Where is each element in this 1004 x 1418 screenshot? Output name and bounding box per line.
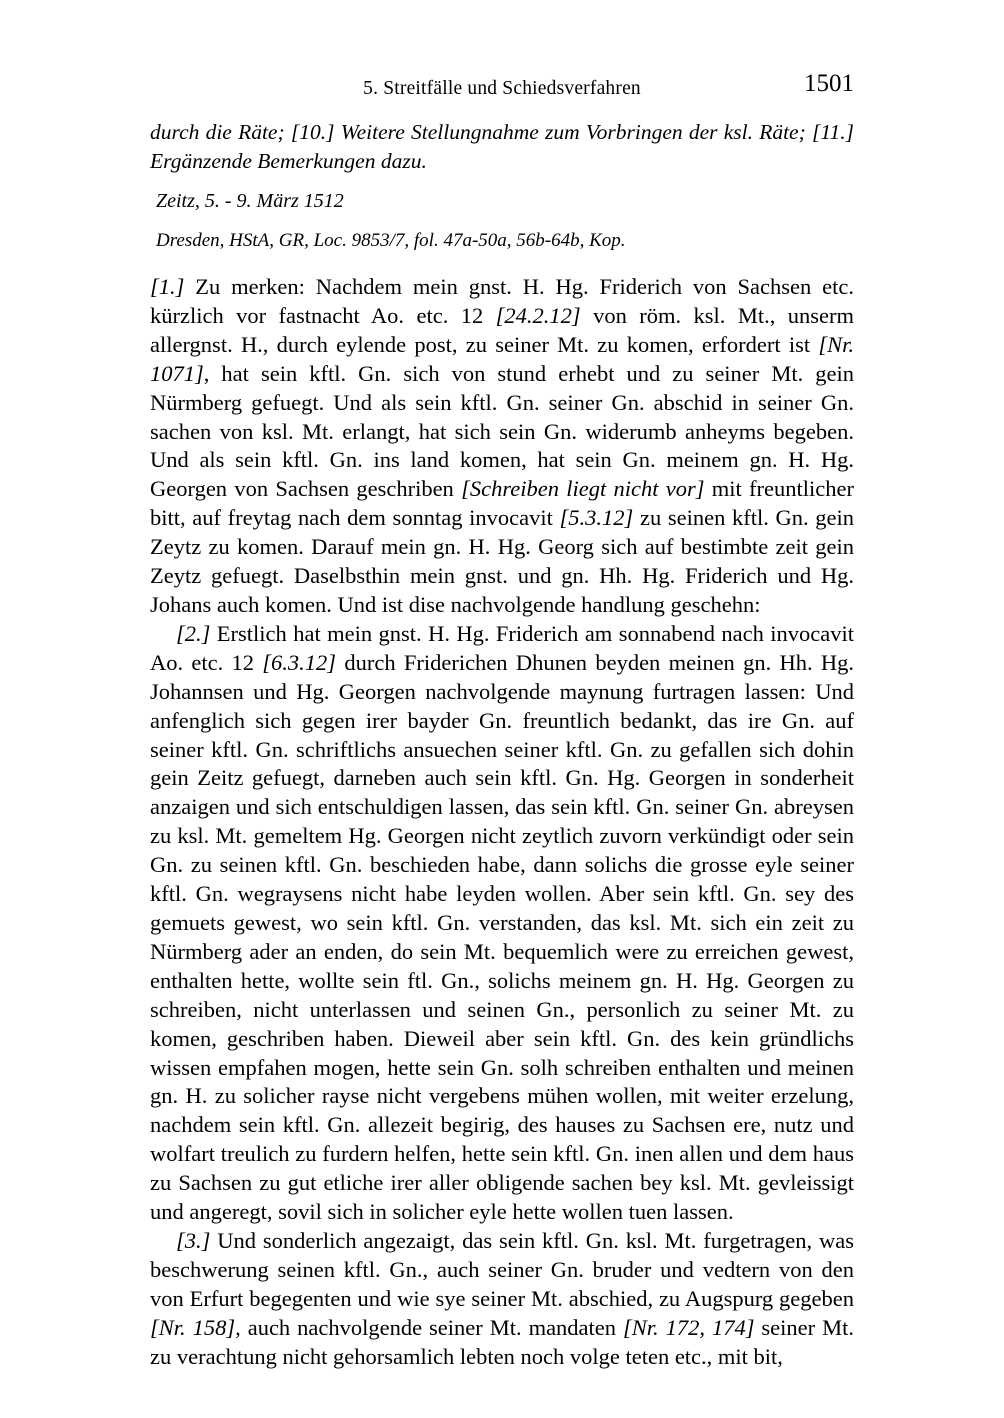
text-run: seiner Mt. zu verachtung nicht gehorsamlich lebten noch volge teten etc., mit bit,: [150, 1314, 854, 1369]
editorial-note: [5.3.12]: [559, 505, 634, 531]
running-title: 5. Streitfälle und Schiedsverfahren: [363, 78, 641, 99]
text-run: durch Friderichen Dhunen beyden meinen gn. Hh. Hg. Johannsen und Hg. Georgen nachvolgende maynung furtragen lassen: Und anfenglich sich gegen irer bayder Gn. freuntlich bedankt, das ire Gn. auf seiner kftl. Gn. schriftlichs ansuechen seiner kftl. Gn. zu gefallen sich dohin gein Zeitz gefuegt, darneben auch sein kftl. Gn. Hg. Georgen in sonderheit anzaigen und sich entschuldigen lassen, das sein kftl. Gn. seiner Gn. abreysen zu ksl. Mt. gemeltem Hg. Georgen nicht zeytlich zuvorn verkündigt oder sein Gn. zu seinen kftl. Gn. beschieden habe, dann solichs die grosse eyle seiner kftl. Gn. wegraysens nicht habe leyden wollen. Aber sein kftl. Gn. sey des gemuets gewest, wo sein kftl. Gn. verstanden, das ksl. Mt. sich ein zeit zu Nürmberg ader an enden, do sein Mt. bequemlich were zu erreichen gewest, enthalten hette, wollte sein ftl. Gn., solichs meinem gn. H. Hg. Georgen zu schreiben, nicht unterlassen und seinen Gn., personlich zu seiner Mt. zu komen, geschriben haben. Dieweil aber sein kftl. Gn. des kein gründlichs wissen empfahen mogen, hette sein Gn. solh schreiben enthalten und meinen gn. H. zu solicher rayse nicht vergebens mühen wollen, mit weiter erzelung, nachdem sein kftl. Gn. allezeit begirig, des hauses zu Sachsen ere, nutz und wolfart treulich zu furdern helfen, hette sein kftl. Gn. inen allen und dem haus zu Sachsen zu gut etliche irer aller obligende sachen bey ksl. Mt. gevleissigt und angeregt, sovil sich in solicher eyle hette wollen tuen lassen.: [150, 649, 854, 1225]
page-number: 1501: [804, 70, 854, 97]
regest-archive: Dresden, HStA, GR, Loc. 9853/7, fol. 47a-50a, 56b-64b, Kop.: [156, 229, 626, 251]
text-run: , hat sein kftl. Gn. sich von stund erhebt und zu seiner Mt. gein Nürmberg gefuegt. Und als sein kftl. Gn. seiner Gn. abschid in seiner Gn. sachen von ksl. Mt. erlangt, hat sich sein Gn. widerumb anheyms begeben. Und als sein kftl. Gn. ins land komen, hat sein Gn. meinem gn. H. Hg. Georgen von Sachsen geschriben: [150, 360, 854, 502]
text-run: mit freuntlicher bitt, auf freytag nach dem sonntag invocavit: [150, 476, 854, 531]
page-content: [150, 118, 854, 1371]
editorial-note: [6.3.12]: [262, 649, 337, 675]
page-header: [150, 70, 854, 100]
text-run: , auch nachvolgende seiner Mt. mandaten: [235, 1314, 623, 1340]
paragraph-2: [150, 620, 854, 1227]
regest-place-date: Zeitz, 5. - 9. März 1512: [156, 190, 344, 213]
text-run: zu seinen kftl. Gn. gein Zeytz zu komen. Darauf mein gn. H. Hg. Georg sich auf bestimbte zeit gein Zeytz gefuegt. Daselbsthin mein gnst. und gn. Hh. Hg. Friderich und Hg. Johans auch komen. Und ist dise nachvolgende handlung geschehn:: [150, 505, 855, 618]
regest-heading: durch die Räte; [10.] Weitere Stellungnahme zum Vorbringen der ksl. Räte; [11.] Ergänzende Bemerkungen dazu.: [150, 120, 854, 173]
text-run: von röm. ksl. Mt., unserm allergnst. H., durch eylende post, zu seiner Mt. zu komen, erfordert ist: [150, 302, 854, 357]
editorial-note: [24.2.12]: [495, 302, 581, 328]
editorial-note: [1.]: [150, 274, 185, 300]
text-run: Erstlich hat mein gnst. H. Hg. Friderich am sonnabend nach invocavit Ao. etc. 12: [150, 620, 854, 675]
body-text: [150, 273, 854, 1371]
editorial-note: [Nr. 1071]: [150, 331, 854, 386]
editorial-note: [2.]: [176, 620, 211, 646]
paragraph-1: [150, 273, 854, 620]
text-run: Zu merken: Nachdem mein gnst. H. Hg. Friderich von Sachsen etc. kürzlich vor fastnacht Ao. etc. 12: [150, 274, 854, 328]
paragraph-3: [150, 1227, 854, 1372]
editorial-note: [3.]: [176, 1227, 211, 1253]
editorial-note: [Schreiben liegt nicht vor]: [461, 476, 705, 502]
text-run: Und sonderlich angezaigt, das sein kftl. Gn. ksl. Mt. furgetragen, was beschwerung seinen kftl. Gn., auch seiner Gn. bruder und vedtern von den von Erfurt begegenten und wie sye seiner Mt. abschied, zu Augspurg gegeben: [150, 1227, 854, 1311]
editorial-note: [Nr. 158]: [150, 1314, 236, 1340]
editorial-note: [Nr. 172, 174]: [623, 1314, 755, 1340]
